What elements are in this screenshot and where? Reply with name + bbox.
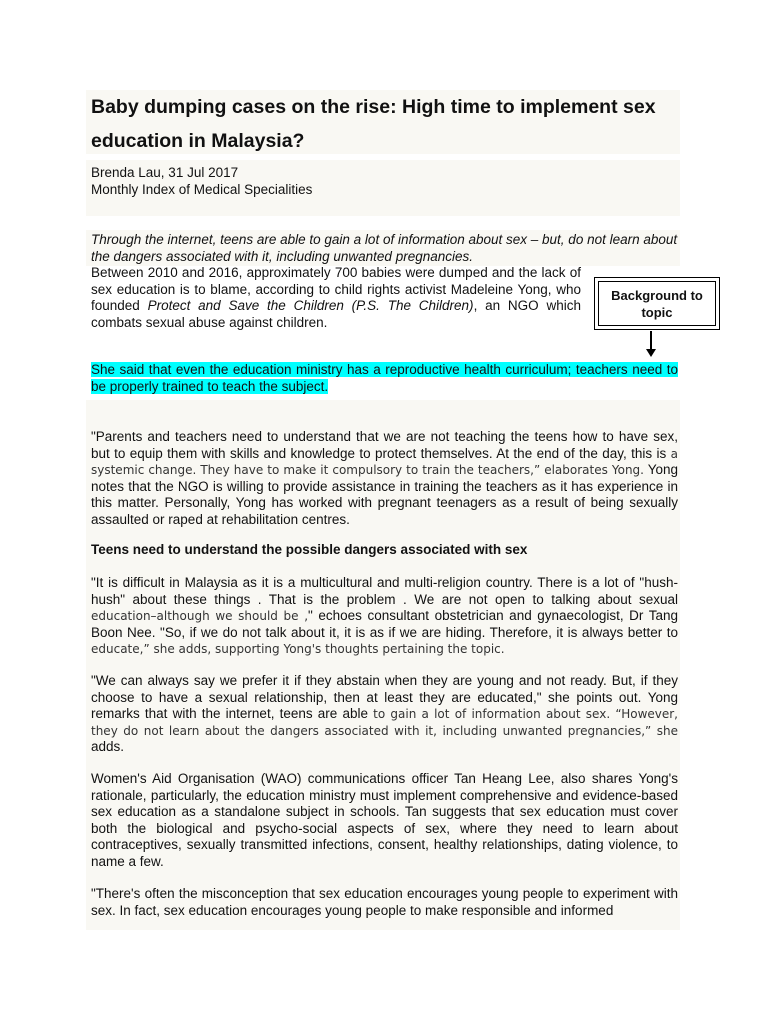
callout-label: Background to topic bbox=[598, 281, 716, 326]
p3-text-d: educate,” she adds, supporting Yong's thoughts pertaining the topic. bbox=[91, 642, 505, 656]
paragraph-abstain bbox=[91, 673, 678, 756]
org-name: Protect and Save the Children (P.S. The Children) bbox=[147, 298, 474, 313]
p2-text-b: a systemic change. They have to make it compulsory to train the teachers,” elaborates Yong. bbox=[91, 446, 678, 477]
highlighted-text: She said that even the education ministry has a reproductive health curriculum; teachers need to be properly trained to teach the subject. bbox=[91, 362, 678, 394]
callout-arrow-line bbox=[650, 331, 652, 350]
p4-text-a: "We can always say we prefer it if they abstain when they are young and not ready. But, if they choose to have a sexual relationship, then at least they are educated," she points out. Yong remarks that with the internet, teens are able bbox=[91, 673, 678, 721]
paragraph-parents-teachers bbox=[91, 429, 678, 528]
p3-text-c: " echoes consultant obstetrician and gynaecologist, Dr Tang Boon Nee. "So, if we do not talk about it, it is as if we are hiding. Therefore, it is always better to bbox=[91, 608, 678, 640]
p1-text-b: , an NGO which combats sexual abuse against children. bbox=[91, 298, 581, 330]
paragraph-background bbox=[91, 265, 581, 331]
p1-text-a: Between 2010 and 2016, approximately 700 babies were dumped and the lack of sex education is to blame, according to child rights activist Madeleine Yong, who founded bbox=[91, 265, 581, 313]
lede: Through the internet, teens are able to gain a lot of information about sex – but, do not learn about the dangers associated with it, including unwanted pregnancies. bbox=[91, 232, 678, 264]
background-callout-box bbox=[594, 277, 720, 330]
section-subheading: Teens need to understand the possible dangers associated with sex bbox=[91, 542, 528, 557]
down-arrow-icon bbox=[646, 349, 656, 357]
p2-text-a: "Parents and teachers need to understand that we are not teaching the teens how to have sex, but to equip them with skills and knowledge to protect themselves. At the end of the day, this is bbox=[91, 429, 678, 461]
p3-text-b: education–although we should be , bbox=[91, 609, 309, 623]
p4-text-b: to gain a lot of information about sex. “However, they do not learn about the dangers associated with it, including unwanted pregnancies,” she bbox=[91, 707, 678, 738]
paragraph-multicultural bbox=[91, 575, 678, 658]
paragraph-wao: Women's Aid Organisation (WAO) communications officer Tan Heang Lee, also shares Yong's rationale, particularly, the education ministry must implement comprehensive and evidence-based sex education as a standalone subject in schools. Tan suggests that sex education must cover both the biological and psycho-social aspects of sex, where they need to learn about contraceptives, sexually transmitted infections, consent, healthy relationships, dating violence, to name a few. bbox=[91, 771, 678, 869]
highlighted-paragraph bbox=[91, 362, 678, 395]
source: Monthly Index of Medical Specialities bbox=[91, 182, 313, 197]
p3-text-a: "It is difficult in Malaysia as it is a multicultural and multi-religion country. There is a lot of "hush-hush" about these things . That is the problem . We are not open to talking about sexual bbox=[91, 575, 678, 607]
p2-text-c: Yong notes that the NGO is willing to provide assistance in training the teachers as it has experience in this matter. Personally, Yong has worked with pregnant teenagers as a result of being sexually assaulted or raped at rehabilitation centres. bbox=[91, 462, 679, 527]
paragraph-misconception: "There's often the misconception that sex education encourages young people to experiment with sex. In fact, sex education encourages young people to make responsible and informed bbox=[91, 886, 678, 918]
p4-text-c: adds. bbox=[91, 739, 125, 754]
byline: Brenda Lau, 31 Jul 2017 bbox=[91, 165, 239, 180]
article-title: Baby dumping cases on the rise: High time to implement sex education in Malaysia? bbox=[91, 96, 656, 152]
